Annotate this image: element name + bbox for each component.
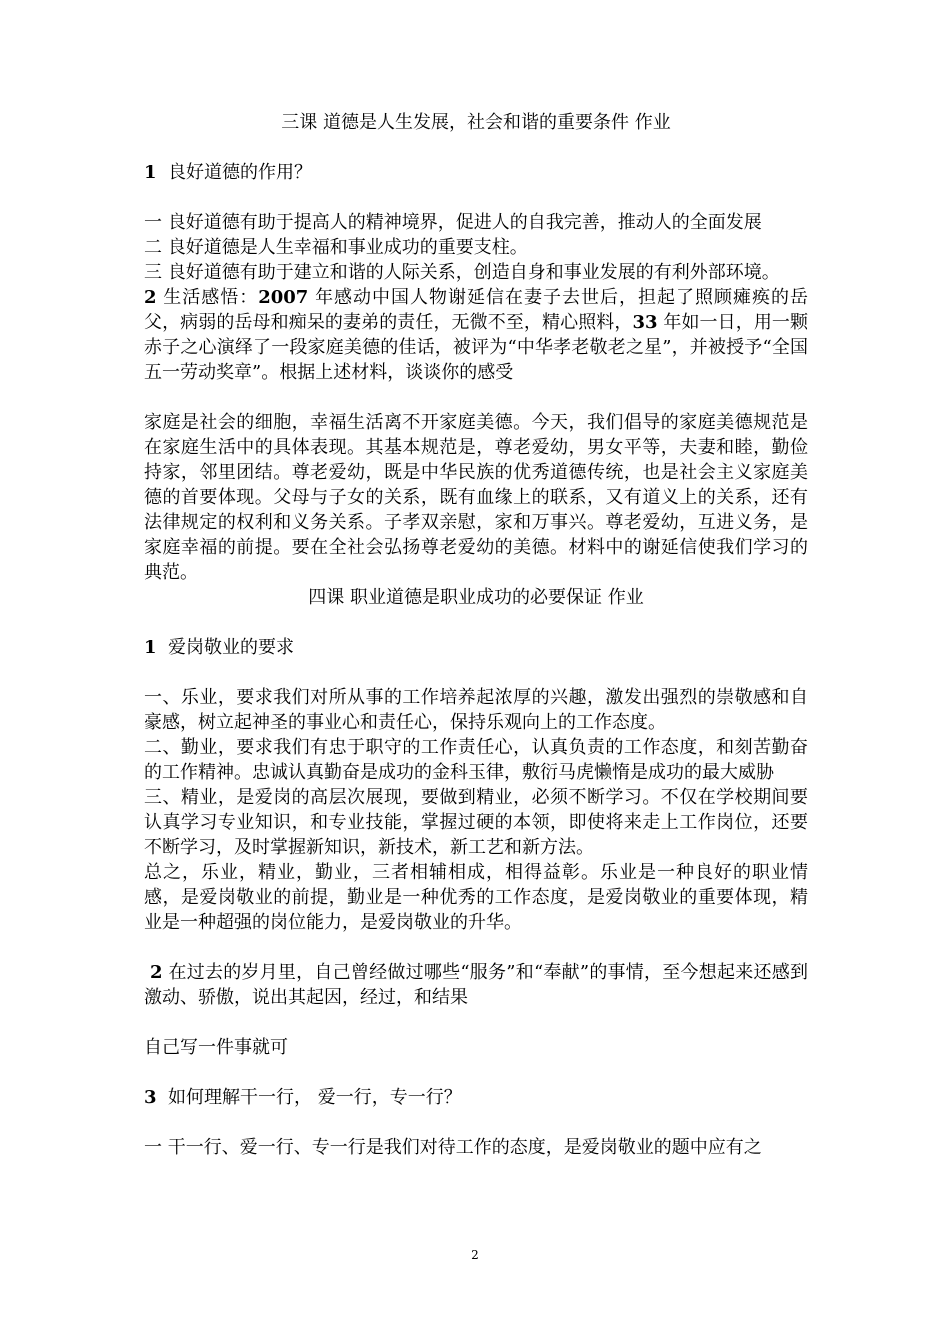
lesson4-question-2 [144, 960, 808, 1010]
question-number: 2 [149, 962, 163, 983]
lesson3-answer-2: 家庭是社会的细胞，幸福生活离不开家庭美德。今天，我们倡导的家庭美德规范是在家庭生活中的具体表现。其基本规范是，尊老爱幼，男女平等，夫妻和睦，勤俭持家，邻里团结。尊老爱幼，既是中华民族的优秀道德传统，也是社会主义家庭美德的首要体现。父母与子女的关系，既有血缘上的联系，又有道义上的关系，还有法律规定的权利和义务关系。子孝双亲慰，家和万事兴。尊老爱幼，互进义务，是家庭幸福的前提。要在全社会弘扬尊老爱幼的美德。材料中的谢延信使我们学习的典范。 [144, 412, 808, 583]
lesson4-answer-3: 一 干一行、爱一行、专一行是我们对待工作的态度，是爱岗敬业的题中应有之 [144, 1137, 762, 1158]
years-value: 33 [632, 312, 658, 333]
lesson4-answer-1-item-1: 一、乐业，要求我们对所从事的工作培养起浓厚的兴趣，激发出强烈的崇敬感和自豪感，树立起神圣的事业心和责任心，保持乐观向上的工作态度。 [144, 687, 808, 733]
question-number: 3 [144, 1087, 157, 1108]
lesson4-answer-1-item-3: 三、精业，是爱岗的高层次展现，要做到精业，必须不断学习。不仅在学校期间要认真学习专业知识，和专业技能，掌握过硬的本领，即使将来走上工作岗位，还要不断学习，及时掌握新知识，新技术，新工艺和新方法。 [144, 787, 808, 858]
question-number: 2 [144, 287, 157, 308]
lesson3-question-1 [144, 160, 808, 185]
lesson3-title: 三课 道德是人生发展，社会和谐的重要条件 作业 [281, 112, 671, 133]
year-value: 2007 [258, 287, 309, 308]
question-number: 1 [144, 162, 157, 183]
lesson3-question-2 [144, 285, 808, 385]
document-page [144, 110, 808, 1160]
question-text: 如何理解干一行， 爱一行，专一行？ [167, 1087, 462, 1108]
question-text-part-3: 年如一日，用一颗赤子之心演绎了一段家庭美德的佳话，被评为“中华孝老敬老之星”，并被授予“全国五一劳动奖章”。根据上述材料，谈谈你的感受 [144, 312, 808, 383]
question-text: 良好道德的作用？ [167, 162, 312, 183]
lesson4-question-3 [144, 1085, 808, 1110]
lesson3-answer-1-item-2: 二 良好道德是人生幸福和事业成功的重要支柱。 [144, 237, 528, 258]
question-text: 在过去的岁月里，自己曾经做过哪些“服务”和“奉献”的事情，至今想起来还感到激动、骄傲，说出其起因，经过，和结果 [144, 962, 808, 1008]
lesson4-answer-1-summary: 总之，乐业，精业，勤业，三者相辅相成，相得益彰。乐业是一种良好的职业情感，是爱岗敬业的前提，勤业是一种优秀的工作态度，是爱岗敬业的重要体现，精业是一种超强的岗位能力，是爱岗敬业的升华。 [144, 862, 808, 933]
lesson4-title: 四课 职业道德是职业成功的必要保证 作业 [308, 587, 644, 608]
lesson4-question-1 [144, 635, 808, 660]
page-number: 2 [471, 1248, 479, 1262]
lesson3-answer-1-item-1: 一 良好道德有助于提高人的精神境界，促进人的自我完善，推动人的全面发展 [144, 212, 762, 233]
question-number: 1 [144, 637, 157, 658]
lesson4-answer-2: 自己写一件事就可 [144, 1037, 288, 1058]
question-text-part-1: 生活感悟： [163, 287, 259, 308]
question-text-part-2: 年感动中国人物谢延信在妻子去世后，担起了照顾瘫痪的岳父，病弱的岳母和痴呆的妻弟的责任，无微不至，精心照料， [144, 287, 808, 333]
lesson4-answer-1-item-2: 二、勤业，要求我们有忠于职守的工作责任心，认真负责的工作态度，和刻苦勤奋的工作精神。忠诚认真勤奋是成功的金科玉律，敷衍马虎懒惰是成功的最大威胁 [144, 737, 808, 783]
question-text: 爱岗敬业的要求 [167, 637, 294, 658]
lesson3-answer-1-item-3: 三 良好道德有助于建立和谐的人际关系，创造自身和事业发展的有利外部环境。 [144, 262, 780, 283]
